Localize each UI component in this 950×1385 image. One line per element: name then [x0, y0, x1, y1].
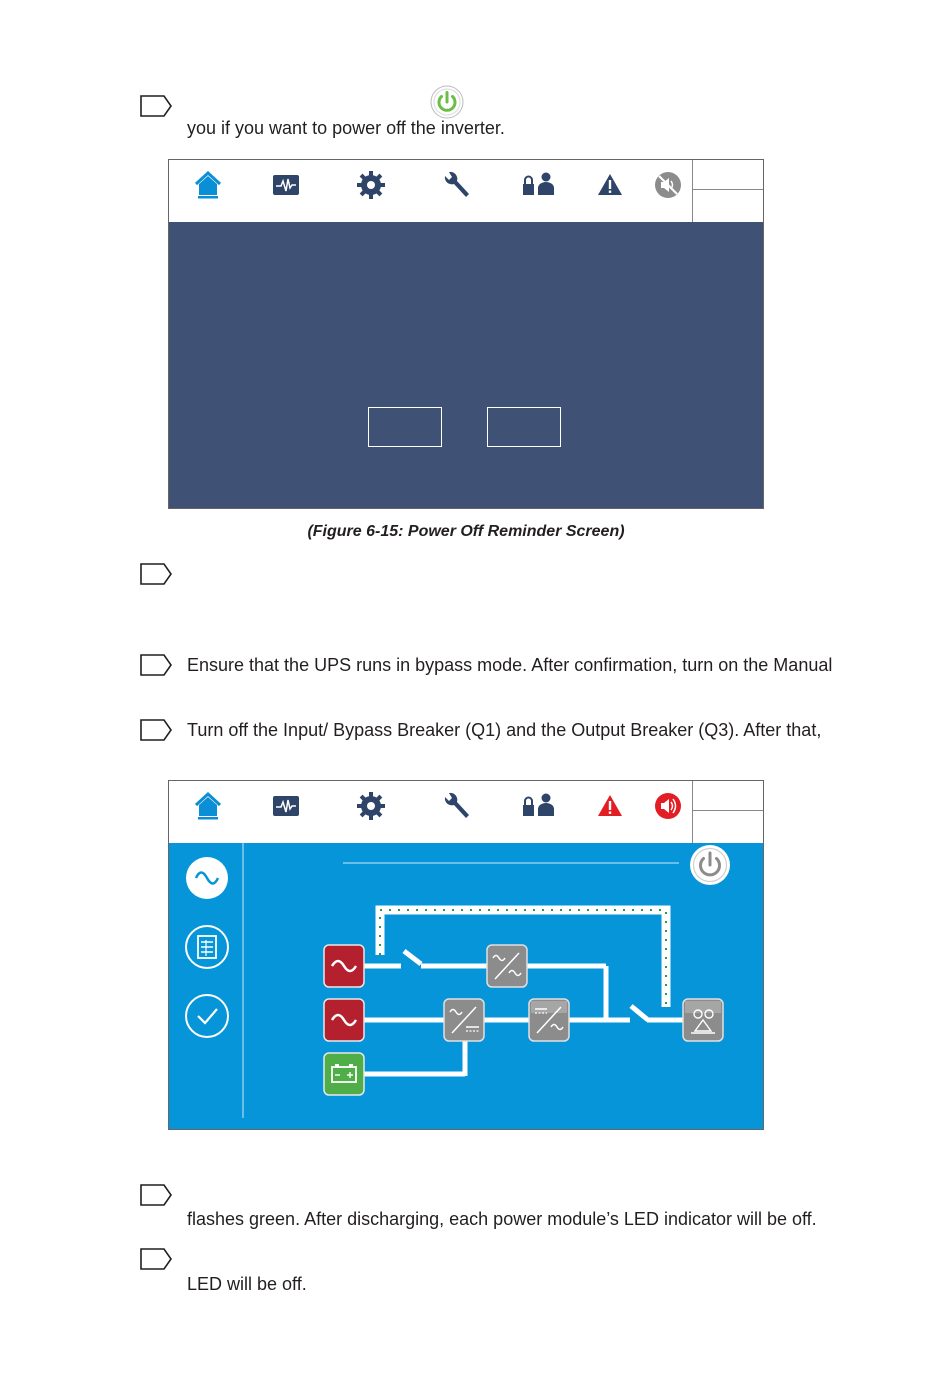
alarm-speaker-icon[interactable]: [651, 789, 685, 823]
alarm-warning-icon[interactable]: [593, 168, 627, 202]
bypass-source-icon[interactable]: [324, 945, 364, 987]
power-off-reminder-screen: [168, 159, 764, 509]
home-icon[interactable]: [191, 789, 225, 823]
figure-caption: (Figure 6-15: Power Off Reminder Screen): [307, 523, 625, 540]
step-marker: [140, 1248, 172, 1270]
paragraph-text: you if you want to power off the inverter.: [187, 118, 505, 138]
settings-gear-icon[interactable]: [354, 789, 388, 823]
step-marker: [140, 654, 172, 676]
mute-speaker-icon[interactable]: [651, 168, 685, 202]
paragraph-text: flashes green. After discharging, each power module’s LED indicator will be off.: [187, 1209, 817, 1229]
user-lock-icon[interactable]: [522, 789, 556, 823]
home-icon[interactable]: [191, 168, 225, 202]
mimic-diagram-panel: [169, 843, 763, 1129]
power-button-icon[interactable]: [690, 845, 730, 885]
status-box: [692, 781, 763, 843]
battery-icon[interactable]: [324, 1053, 364, 1095]
paragraph-text: LED will be off.: [187, 1274, 307, 1294]
top-toolbar: [169, 160, 763, 222]
settings-gear-icon[interactable]: [354, 168, 388, 202]
top-toolbar: [169, 781, 763, 843]
static-switch-icon[interactable]: [487, 945, 527, 987]
wrench-icon[interactable]: [439, 168, 473, 202]
mimic-diagram: [169, 843, 762, 1128]
reminder-dialog-panel: [169, 222, 763, 508]
load-icon[interactable]: [683, 999, 723, 1041]
step-marker: [140, 1184, 172, 1206]
paragraph-text: Turn off the Input/ Bypass Breaker (Q1) and the Output Breaker (Q3). After that,: [187, 720, 822, 740]
bypass-mode-home-screen: [168, 780, 764, 1130]
inverter-icon[interactable]: [529, 999, 569, 1041]
wrench-icon[interactable]: [439, 789, 473, 823]
dialog-confirm-button[interactable]: [368, 407, 442, 447]
step-marker: [140, 95, 172, 117]
step-marker: [140, 563, 172, 585]
waveform-icon[interactable]: [269, 789, 303, 823]
step-marker: [140, 719, 172, 741]
ac-mode-icon[interactable]: [186, 857, 228, 899]
mains-source-icon[interactable]: [324, 999, 364, 1041]
user-lock-icon[interactable]: [522, 168, 556, 202]
paragraph-text: Ensure that the UPS runs in bypass mode. After confirmation, turn on the Manual: [187, 655, 833, 675]
rectifier-icon[interactable]: [444, 999, 484, 1041]
waveform-icon[interactable]: [269, 168, 303, 202]
status-box: [692, 160, 763, 222]
alarm-warning-icon[interactable]: [593, 789, 627, 823]
dialog-cancel-button[interactable]: [487, 407, 561, 447]
power-icon: [430, 85, 464, 119]
report-icon[interactable]: [186, 926, 228, 968]
check-icon[interactable]: [186, 995, 228, 1037]
